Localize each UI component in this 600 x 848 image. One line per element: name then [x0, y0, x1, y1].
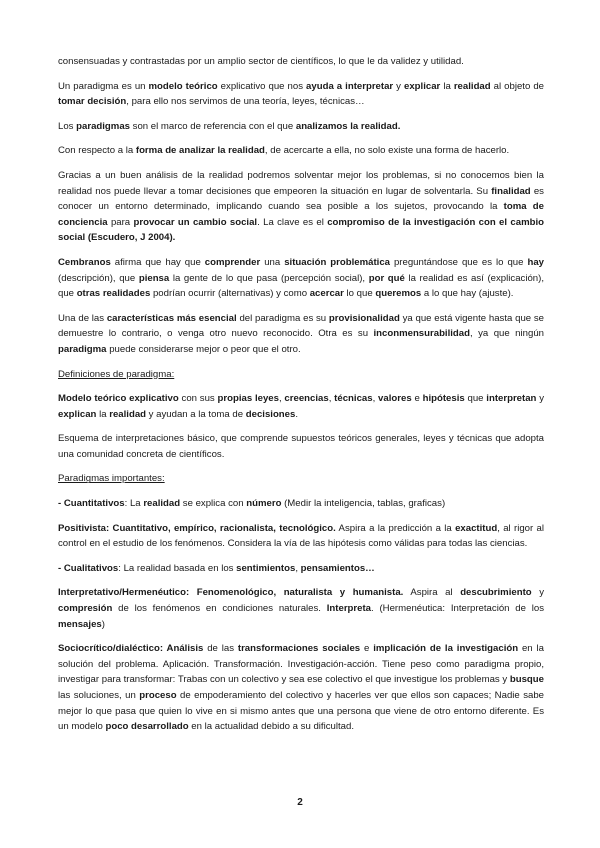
paragraph-paradigm-definition: Un paradigma es un modelo teórico explicativo que nos ayuda a interpretar y explicar la realidad al objeto de tomar decisión, para ello nos servimos de una teoría, leyes, técnicas…	[58, 80, 544, 108]
bold-term: Cembranos	[58, 256, 111, 268]
bold-term: busque	[509, 674, 544, 686]
bold-term: provocar un cambio social	[133, 216, 258, 228]
bold-term: propias leyes	[217, 393, 279, 405]
heading-important-paradigms: Paradigmas importantes:	[58, 473, 165, 485]
bold-term: ayuda a interpretar	[306, 80, 394, 92]
bold-term: poco desarrollado	[105, 721, 189, 733]
bold-term: compresión	[58, 603, 113, 615]
bold-term: forma de analizar la realidad	[135, 145, 265, 157]
bold-term: compromiso de la investigación con el cambio social (Escudero, J 2004).	[58, 216, 544, 244]
bold-term: explicar	[404, 80, 441, 92]
bold-term: por qué	[368, 272, 405, 284]
bold-term: finalidad	[491, 185, 531, 197]
bold-term: tomar decisión	[58, 96, 127, 108]
bold-term: acercar	[309, 288, 344, 300]
bold-term: situación problemática	[284, 256, 390, 268]
paragraph-positivist: Positivista: Cuantitativo, empírico, racionalista, tecnológico. Aspira a la predicción a la exactitud, al rigor al control en el estudio de los fenómenos. Considera la vía de las hipótesis como válidas para todas las ciencias.	[58, 522, 544, 550]
bold-term: realidad	[453, 80, 491, 92]
paragraph-continuation: consensuadas y contrastadas por un amplio sector de científicos, lo que le da validez y utilidad.	[58, 56, 464, 67]
bold-term: analizamos la realidad.	[295, 120, 401, 132]
bold-term: sentimientos	[236, 562, 296, 574]
bold-term: - Cualitativos	[58, 562, 119, 574]
bold-term: interpretan	[486, 393, 537, 405]
bold-term: Interpreta	[326, 603, 372, 615]
bold-term: características más esencial	[106, 312, 237, 324]
paragraph-analysis-form: Con respecto a la forma de analizar la realidad, de acercarte a ella, no solo existe una forma de hacerlo.	[58, 145, 510, 157]
bold-term: inconmensurabilidad	[373, 328, 470, 340]
bold-term: Interpretativo/Hermenéutico: Fenomenológico, naturalista y humanista.	[58, 587, 404, 599]
bold-term: modelo teórico	[148, 80, 218, 92]
bold-term: creencias	[284, 393, 329, 405]
bold-term: Modelo teórico explicativo	[58, 393, 179, 405]
bold-term: técnicas	[334, 393, 373, 405]
bold-term: transformaciones sociales	[237, 643, 361, 655]
paragraph-definition-1: Modelo teórico explicativo con sus propias leyes, creencias, técnicas, valores e hipótesis que interpretan y explican la realidad y ayudan a la toma de decisiones.	[58, 393, 545, 420]
bold-term: otras realidades	[76, 288, 151, 300]
bold-term: realidad	[109, 408, 147, 420]
bold-term: valores	[378, 393, 412, 405]
bold-term: paradigmas	[76, 120, 130, 132]
bold-term: exactitud	[455, 522, 498, 534]
bold-term: decisiones	[245, 408, 296, 420]
paragraph-sociocritical: Sociocrítico/dialéctico: Análisis de las transformaciones sociales e implicación de la investigación en la solución del problema. Aplicación. Transformación. Investigación-acción. Tiene peso como paradigma propio, investigar para transformar: Trabas con un colectivo y sea ese colectivo el que investigue los problemas y busque las soluciones, un proceso de empoderamiento del colectivo y hacerles ver que ellos son capaces; Nadie sabe mejor lo que pasa que quien lo vive en si mismo antes que una persona que viene de otro entorno diferente. Es un modelo poco desarrollado en la actualidad debido a su dificultad.	[58, 643, 544, 733]
paragraph-qualitative: - Cualitativos: La realidad basada en los sentimientos, pensamientos…	[58, 562, 375, 574]
bold-term: queremos	[375, 288, 422, 300]
bold-term: número	[246, 498, 282, 510]
bold-term: explican	[58, 408, 97, 420]
bold-term: provisionalidad	[328, 312, 400, 324]
bold-term: Positivista: Cuantitativo, empírico, racionalista, tecnológico.	[58, 522, 336, 534]
paragraph-definition-2: Esquema de interpretaciones básico, que comprende supuestos teóricos generales, leyes y técnicas que adopta una comunidad concreta de científicos.	[58, 433, 544, 460]
bold-term: - Cuantitativos	[58, 498, 125, 510]
paragraph-frame-of-reference: Los paradigmas son el marco de referencia con el que analizamos la realidad.	[58, 120, 401, 132]
bold-term: comprender	[204, 256, 261, 268]
bold-term: paradigma	[58, 343, 107, 355]
bold-term: hay	[527, 256, 545, 268]
bold-term: toma de conciencia	[58, 201, 544, 228]
bold-term: realidad	[143, 498, 181, 510]
paragraph-characteristics: Una de las características más esencial del paradigma es su provisionalidad ya que está vigente hasta que se demuestre lo contrario, o venga otro nuevo reconocido. Otra es su inconmensurabilidad, ya que ningún paradigma puede considerarse mejor o peor que el otro.	[58, 312, 545, 355]
document-body	[58, 54, 544, 735]
page-number: 2	[297, 797, 303, 808]
paragraph-interpretative: Interpretativo/Hermenéutico: Fenomenológico, naturalista y humanista. Aspira al descubrimiento y compresión de los fenómenos en condiciones naturales. Interpreta. (Hermenéutica: Interpretación de los mensajes)	[58, 587, 545, 630]
bold-term: descubrimiento	[460, 587, 532, 599]
bold-term: proceso	[139, 690, 177, 701]
heading-definitions: Definiciones de paradigma:	[58, 368, 175, 380]
bold-term: piensa	[138, 272, 170, 284]
paragraph-cembranos: Cembranos afirma que hay que comprender una situación problemática preguntándose que es lo que hay (descripción), que piensa la gente de lo que pasa (percepción social), por qué la realidad es así (explicación), que otras realidades podrían ocurrir (alternativas) y como acercar lo que queremos a lo que hay (ajuste).	[58, 256, 545, 300]
paragraph-social-change: Gracias a un buen análisis de la realidad podremos solventar mejor los problemas, si no conocemos bien la realidad nos puede llevar a tomar decisiones que empeoren la situación en lugar de solventarla. Su finalidad es conocer un entorno determinado, implicando cuando sea posible a los sujetos, provocando la toma de conciencia para provocar un cambio social. La clave es el compromiso de la investigación con el cambio social (Escudero, J 2004).	[58, 169, 544, 244]
bold-term: pensamientos…	[300, 562, 375, 574]
bold-term: Sociocrítico/dialéctico: Análisis	[58, 643, 204, 655]
paragraph-quantitative: - Cuantitativos: La realidad se explica con número (Medir la inteligencia, tablas, graficas)	[58, 498, 446, 510]
bold-term: implicación de la investigación	[373, 643, 519, 655]
bold-term: hipótesis	[422, 393, 465, 405]
bold-term: mensajes	[58, 618, 102, 630]
